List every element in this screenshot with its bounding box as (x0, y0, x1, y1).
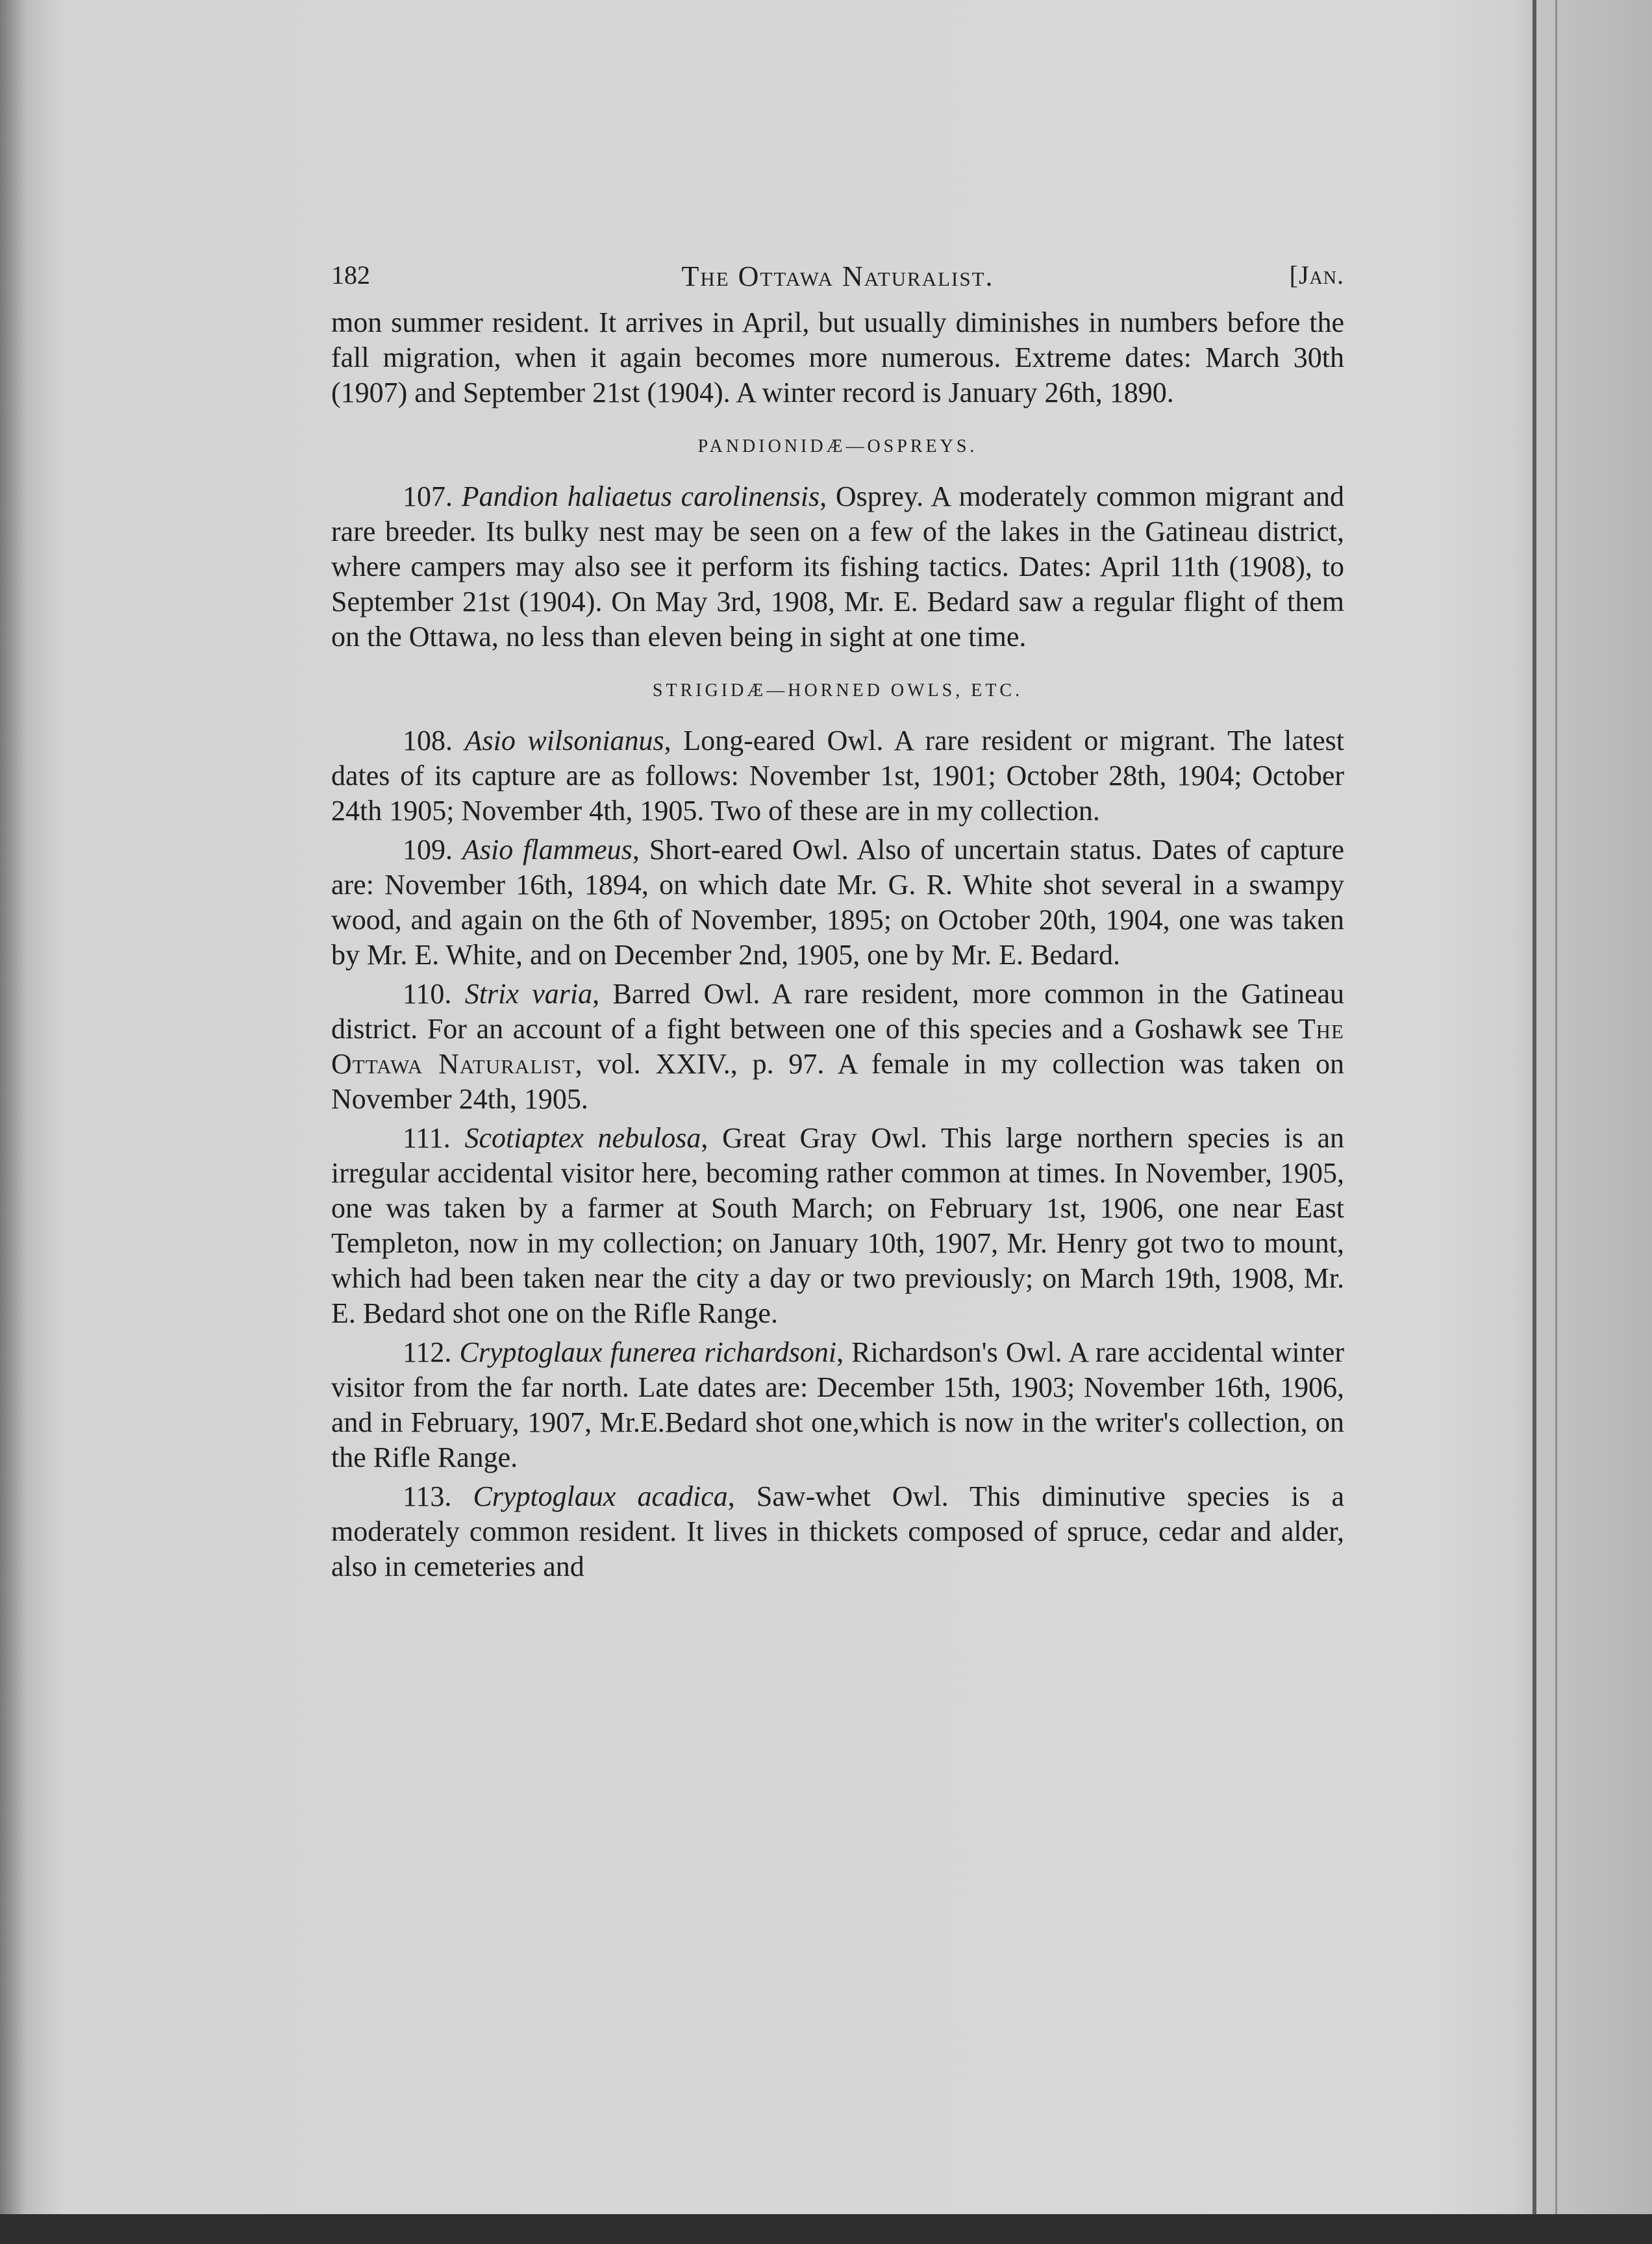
entry-text: , Great Gray Owl. This large northern species is an irregular accidental visitor here, becoming rather common at times. In November, 1905, one was taken by a farmer at South March; on February 1st, 1906, one near East Templeton, now in my collection; on January 10th, 1907, Mr. Henry got two to mount, which had been taken near the city a day or two previously; on March 19th, 1908, Mr. E. Bedard shot one on the Rifle Range. (331, 1122, 1345, 1329)
entry-text: , Osprey. A moderately common migrant and rare breeder. Its bulky nest may be seen on a few of the lakes in the Gatineau district, where campers may also see it perform its fishing tactics. Dates: April 11th (1908), to September 21st (1904). On May 3rd, 1908, Mr. E. Bedard saw a regular flight of them on the Ottawa, no less than eleven being in sight at one time. (331, 480, 1345, 653)
scientific-name: Strix varia (464, 978, 593, 1010)
scientific-name: Cryptoglaux funerea richardsoni (459, 1336, 837, 1368)
page-number: 182 (331, 260, 370, 290)
scientific-name: Asio flammeus (462, 834, 632, 866)
entry-number: 109. (403, 834, 453, 866)
scan-bottom-border (0, 2214, 1652, 2244)
journal-reference: The Ottawa Naturalist (331, 1013, 1344, 1080)
section-heading-owls: STRIGIDÆ—HORNED OWLS, ETC. (652, 680, 1023, 701)
entry-text: , Saw-whet Owl. This diminutive species is a moderately common resident. It lives in thickets composed of spruce, cedar and alder, also in cemeteries and (331, 1480, 1345, 1582)
entry-number: 111. (403, 1122, 451, 1154)
species-entry-111 (331, 1121, 1344, 1331)
scientific-name: Asio wilsonianus (464, 725, 664, 756)
page-binding-edge-inner (1555, 0, 1557, 2244)
scientific-name: Cryptoglaux acadica (473, 1480, 728, 1512)
species-entry-110 (331, 977, 1344, 1117)
issue-label: [Jan. (1289, 260, 1344, 290)
species-entry-112 (331, 1335, 1344, 1475)
running-header (331, 260, 1344, 305)
species-entry-108 (331, 723, 1344, 829)
section-heading-ospreys: PANDIONIDÆ—OSPREYS. (697, 436, 978, 456)
species-entry-107 (331, 479, 1344, 654)
page-binding-edge (1533, 0, 1536, 2244)
continuation-paragraph: mon summer resident. It arrives in April, but usually diminishes in numbers before the fall migration, when it again becomes more numerous. Extreme dates: March 30th (1907) and September 21st (1904). A winter record is January 26th, 1890. (331, 306, 1344, 408)
page-content (331, 260, 1344, 1584)
entry-number: 112. (403, 1336, 452, 1368)
entry-text: , Barred Owl. A rare resident, more common in the Gatineau district. For an account of a fight between one of this species and a Goshawk see (331, 978, 1345, 1045)
entry-text-after: , vol. XXIV., p. 97. A female in my collection was taken on November 24th, 1905. (331, 1048, 1344, 1115)
species-entry-109 (331, 832, 1344, 973)
entry-text: , Short-eared Owl. Also of uncertain status. Dates of capture are: November 16th, 1894, on which date Mr. G. R. White shot several in a swampy wood, and again on the 6th of November, 1895; on October 20th, 1904, one was taken by Mr. E. White, and on December 2nd, 1905, one by Mr. E. Bedard. (331, 834, 1345, 971)
entry-number: 107. (403, 480, 453, 512)
journal-title: The Ottawa Naturalist. (681, 260, 994, 292)
entry-text: , Richardson's Owl. A rare accidental winter visitor from the far north. Late dates are: December 15th, 1903; November 16th, 1906, and in February, 1907, Mr.E.Bedard shot one,which is now in the writer's collection, on the Rifle Range. (331, 1336, 1345, 1473)
scientific-name: Pandion haliaetus carolinensis (461, 480, 820, 512)
scientific-name: Scotiaptex nebulosa (464, 1122, 701, 1154)
entry-number: 108. (403, 725, 453, 756)
species-entry-113 (331, 1479, 1344, 1584)
entry-number: 113. (403, 1480, 452, 1512)
entry-text: , Long-eared Owl. A rare resident or migrant. The latest dates of its capture are as follows: November 1st, 1901; October 28th, 1904; October 24th 1905; November 4th, 1905. Two of these are in my collection. (331, 725, 1344, 827)
entry-number: 110. (403, 978, 452, 1010)
